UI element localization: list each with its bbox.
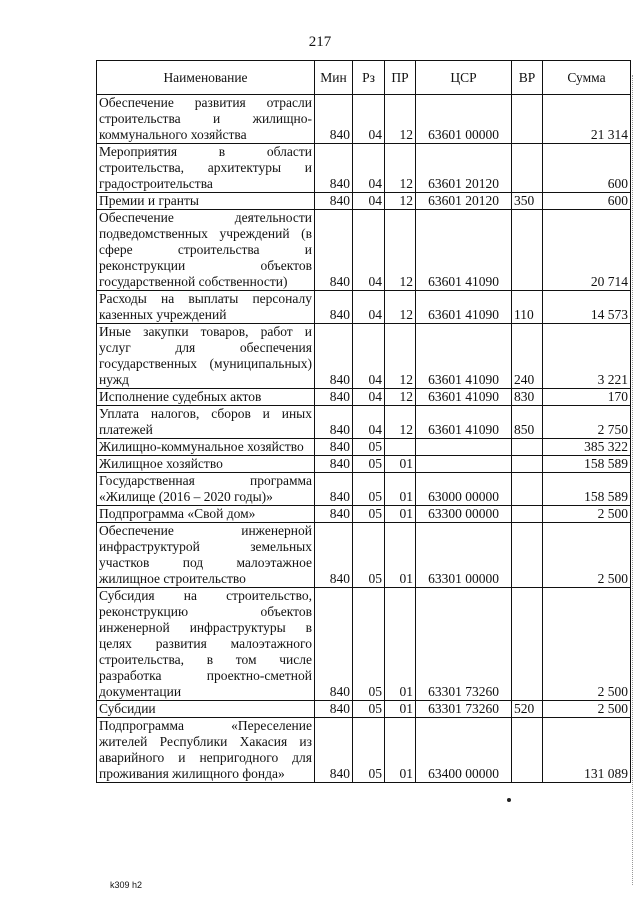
- cell-vr: 240: [512, 324, 543, 389]
- table-row: [97, 718, 631, 783]
- cell-pr: 12: [385, 193, 416, 210]
- cell-min: 840: [315, 95, 353, 144]
- cell-vr: 850: [512, 406, 543, 439]
- cell-csr: 63601 41090: [416, 210, 512, 291]
- cell-vr: [512, 439, 543, 456]
- cell-vr: 830: [512, 389, 543, 406]
- cell-csr: 63301 73260: [416, 588, 512, 701]
- page-edge-line: [632, 75, 634, 885]
- cell-pr: 01: [385, 456, 416, 473]
- cell-min: 840: [315, 588, 353, 701]
- cell-csr: 63601 41090: [416, 389, 512, 406]
- cell-name: Государственная программа «Жилище (2016 – 2020 годы)»: [97, 473, 315, 506]
- cell-csr: 63601 41090: [416, 406, 512, 439]
- cell-name: Субсидия на строительство, реконструкцию объектов инженерной инфраструктуры в целях развития малоэтажного строительства, в том числе разработка проектно-сметной документации: [97, 588, 315, 701]
- cell-name: Субсидии: [97, 701, 315, 718]
- scan-dot: [507, 798, 511, 802]
- cell-name: Обеспечение развития отрасли строительства и жилищно-коммунального хозяйства: [97, 95, 315, 144]
- cell-name: Жилищно-коммунальное хозяйство: [97, 439, 315, 456]
- cell-min: 840: [315, 701, 353, 718]
- cell-sum: 2 500: [543, 506, 631, 523]
- cell-csr: 63300 00000: [416, 506, 512, 523]
- cell-sum: 158 589: [543, 456, 631, 473]
- cell-name: Подпрограмма «Свой дом»: [97, 506, 315, 523]
- table-row: [97, 193, 631, 210]
- table-row: [97, 95, 631, 144]
- header-vr: ВР: [512, 61, 543, 95]
- cell-rz: 04: [353, 193, 385, 210]
- cell-name: Расходы на выплаты персоналу казенных учреждений: [97, 291, 315, 324]
- cell-pr: 12: [385, 291, 416, 324]
- cell-min: 840: [315, 506, 353, 523]
- cell-rz: 05: [353, 506, 385, 523]
- cell-csr: [416, 456, 512, 473]
- cell-rz: 05: [353, 439, 385, 456]
- table-row: [97, 473, 631, 506]
- header-pr: ПР: [385, 61, 416, 95]
- cell-sum: 2 500: [543, 588, 631, 701]
- cell-pr: 01: [385, 701, 416, 718]
- cell-sum: 2 500: [543, 701, 631, 718]
- cell-csr: 63301 73260: [416, 701, 512, 718]
- cell-csr: [416, 439, 512, 456]
- cell-pr: 12: [385, 324, 416, 389]
- cell-pr: 01: [385, 506, 416, 523]
- cell-csr: 63601 00000: [416, 95, 512, 144]
- cell-pr: 01: [385, 588, 416, 701]
- cell-vr: [512, 95, 543, 144]
- cell-sum: 158 589: [543, 473, 631, 506]
- cell-sum: 600: [543, 193, 631, 210]
- footer-code: k309 h2: [110, 880, 143, 890]
- table-row: [97, 144, 631, 193]
- cell-sum: 2 500: [543, 523, 631, 588]
- cell-name: Обеспечение инженерной инфраструктурой земельных участков под малоэтажное жилищное строительство: [97, 523, 315, 588]
- table-row: [97, 701, 631, 718]
- cell-min: 840: [315, 406, 353, 439]
- cell-pr: 12: [385, 144, 416, 193]
- cell-vr: [512, 144, 543, 193]
- header-name: Наименование: [97, 61, 315, 95]
- cell-vr: [512, 588, 543, 701]
- cell-vr: [512, 456, 543, 473]
- cell-name: Уплата налогов, сборов и иных платежей: [97, 406, 315, 439]
- cell-min: 840: [315, 193, 353, 210]
- cell-vr: [512, 473, 543, 506]
- cell-min: 840: [315, 324, 353, 389]
- cell-rz: 05: [353, 701, 385, 718]
- table-row: [97, 210, 631, 291]
- cell-pr: 01: [385, 473, 416, 506]
- cell-min: 840: [315, 456, 353, 473]
- cell-csr: 63601 20120: [416, 193, 512, 210]
- cell-sum: 20 714: [543, 210, 631, 291]
- cell-sum: 3 221: [543, 324, 631, 389]
- table-row: [97, 523, 631, 588]
- header-rz: Рз: [353, 61, 385, 95]
- cell-rz: 04: [353, 95, 385, 144]
- cell-csr: 63301 00000: [416, 523, 512, 588]
- header-csr: ЦСР: [416, 61, 512, 95]
- cell-pr: 01: [385, 523, 416, 588]
- cell-rz: 04: [353, 406, 385, 439]
- table-row: [97, 588, 631, 701]
- cell-csr: 63601 41090: [416, 324, 512, 389]
- cell-min: 840: [315, 389, 353, 406]
- cell-name: Мероприятия в области строительства, архитектуры и градостроительства: [97, 144, 315, 193]
- cell-pr: 01: [385, 718, 416, 783]
- cell-rz: 04: [353, 144, 385, 193]
- cell-name: Подпрограмма «Переселение жителей Республики Хакасия из аварийного и непригодного для проживания жилищного фонда»: [97, 718, 315, 783]
- cell-rz: 04: [353, 324, 385, 389]
- cell-min: 840: [315, 291, 353, 324]
- cell-vr: [512, 523, 543, 588]
- cell-sum: 131 089: [543, 718, 631, 783]
- cell-name: Обеспечение деятельности подведомственных учреждений (в сфере строительства и реконструкции объектов государственной собственности): [97, 210, 315, 291]
- cell-rz: 04: [353, 210, 385, 291]
- cell-csr: 63000 00000: [416, 473, 512, 506]
- cell-rz: 04: [353, 389, 385, 406]
- cell-pr: 12: [385, 389, 416, 406]
- cell-vr: 350: [512, 193, 543, 210]
- table-row: [97, 439, 631, 456]
- cell-csr: 63400 00000: [416, 718, 512, 783]
- cell-sum: 2 750: [543, 406, 631, 439]
- cell-rz: 05: [353, 588, 385, 701]
- cell-min: 840: [315, 473, 353, 506]
- cell-min: 840: [315, 144, 353, 193]
- cell-name: Иные закупки товаров, работ и услуг для обеспечения государственных (муниципальных) нужд: [97, 324, 315, 389]
- cell-vr: [512, 210, 543, 291]
- cell-sum: 170: [543, 389, 631, 406]
- header-sum: Сумма: [543, 61, 631, 95]
- cell-vr: 110: [512, 291, 543, 324]
- cell-rz: 04: [353, 291, 385, 324]
- cell-sum: 14 573: [543, 291, 631, 324]
- cell-rz: 05: [353, 456, 385, 473]
- cell-pr: 12: [385, 210, 416, 291]
- table-header-row: [97, 61, 631, 95]
- cell-rz: 05: [353, 718, 385, 783]
- table-row: [97, 324, 631, 389]
- cell-name: Исполнение судебных актов: [97, 389, 315, 406]
- cell-sum: 21 314: [543, 95, 631, 144]
- cell-min: 840: [315, 210, 353, 291]
- cell-name: Жилищное хозяйство: [97, 456, 315, 473]
- cell-sum: 385 322: [543, 439, 631, 456]
- cell-pr: 12: [385, 406, 416, 439]
- cell-min: 840: [315, 439, 353, 456]
- cell-pr: [385, 439, 416, 456]
- cell-vr: [512, 718, 543, 783]
- cell-pr: 12: [385, 95, 416, 144]
- cell-name: Премии и гранты: [97, 193, 315, 210]
- cell-sum: 600: [543, 144, 631, 193]
- cell-vr: [512, 506, 543, 523]
- cell-rz: 05: [353, 523, 385, 588]
- cell-vr: 520: [512, 701, 543, 718]
- table-row: [97, 506, 631, 523]
- table-row: [97, 291, 631, 324]
- table-row: [97, 406, 631, 439]
- cell-min: 840: [315, 523, 353, 588]
- budget-table: [96, 60, 631, 783]
- table-row: [97, 389, 631, 406]
- cell-csr: 63601 41090: [416, 291, 512, 324]
- header-min: Мин: [315, 61, 353, 95]
- cell-rz: 05: [353, 473, 385, 506]
- cell-csr: 63601 20120: [416, 144, 512, 193]
- table-row: [97, 456, 631, 473]
- page-number: 217: [308, 34, 332, 50]
- cell-min: 840: [315, 718, 353, 783]
